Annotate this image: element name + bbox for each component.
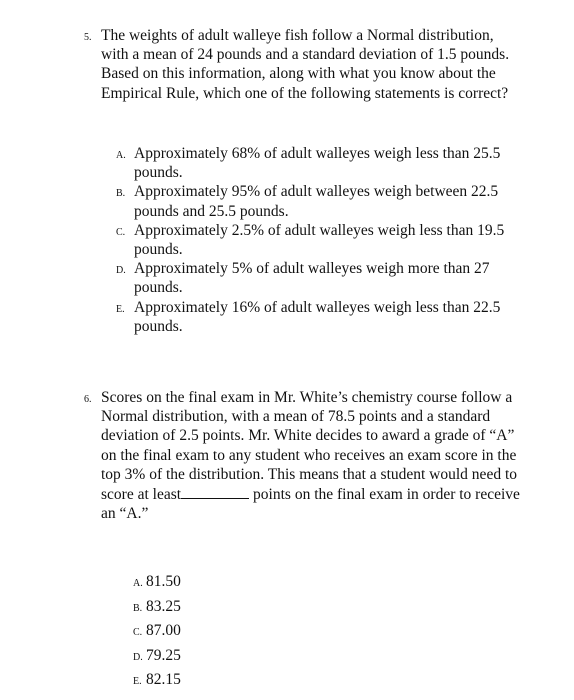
choice-text: Approximately 5% of adult walleyes weigh more than 27 pounds. [134, 260, 490, 297]
choice-letter: D. [116, 265, 126, 277]
question-6-text-after: points on the final exam in order to receive an “A.” [101, 486, 520, 523]
question-6-choice-d[interactable] [133, 646, 181, 671]
question-6-choice-a[interactable] [133, 572, 181, 597]
choice-text: 81.50 [146, 573, 181, 590]
choice-letter: A. [116, 150, 126, 161]
question-5-choice-d[interactable] [116, 259, 516, 297]
question-5-choices [116, 144, 516, 336]
question-5-choice-e[interactable] [116, 298, 516, 336]
answer-blank [181, 484, 249, 499]
choice-letter: B. [116, 188, 126, 200]
question-5-text: The weights of adult walleye fish follow a Normal distribution, with a mean of 24 pounds and a standard deviation of 1.5 pounds. Based on this information, along with what you know about the Empirical Rule, which one of the following statements is correct? [101, 27, 510, 102]
choice-text: 82.15 [146, 671, 181, 689]
choice-letter: C. [133, 627, 143, 639]
choice-text: Approximately 95% of adult walleyes weigh between 22.5 pounds and 25.5 pounds. [134, 183, 499, 220]
question-6 [84, 388, 524, 523]
choice-text: 83.25 [146, 597, 181, 615]
question-6-choice-c[interactable] [133, 621, 181, 646]
question-6-choice-e[interactable] [133, 670, 181, 695]
question-6-text [101, 388, 524, 523]
choice-letter: B. [133, 602, 143, 614]
question-5-choice-a[interactable] [116, 144, 516, 182]
question-5-number: 5. [84, 32, 92, 43]
question-5-choice-c[interactable] [116, 221, 516, 259]
choice-text: Approximately 2.5% of adult walleyes weigh less than 19.5 pounds. [134, 221, 505, 259]
choice-text: Approximately 16% of adult walleyes weigh less than 22.5 pounds. [134, 298, 501, 335]
choice-letter: A. [133, 578, 143, 589]
choice-text: Approximately 68% of adult walleyes weigh less than 25.5 pounds. [134, 145, 501, 182]
choice-letter: E. [133, 676, 142, 688]
question-5-choice-b[interactable] [116, 182, 516, 220]
question-6-text-before: Scores on the final exam in Mr. White’s chemistry course follow a Normal distribution, with a mean of 78.5 points and a standard deviation of 2.5 points. Mr. White decides to award a grade of “A” on the final exam to any student who receives an exam score in the top 3% of the distribution. This means that a student would need to score at least [101, 389, 518, 504]
choice-text: 87.00 [146, 622, 181, 640]
question-6-number: 6. [84, 394, 92, 405]
choice-letter: D. [133, 651, 143, 663]
question-6-choices [133, 572, 181, 695]
choice-text: 79.25 [146, 646, 181, 664]
choice-letter: E. [116, 303, 125, 315]
question-5 [84, 26, 524, 103]
choice-letter: C. [116, 226, 126, 238]
question-6-choice-b[interactable] [133, 597, 181, 622]
